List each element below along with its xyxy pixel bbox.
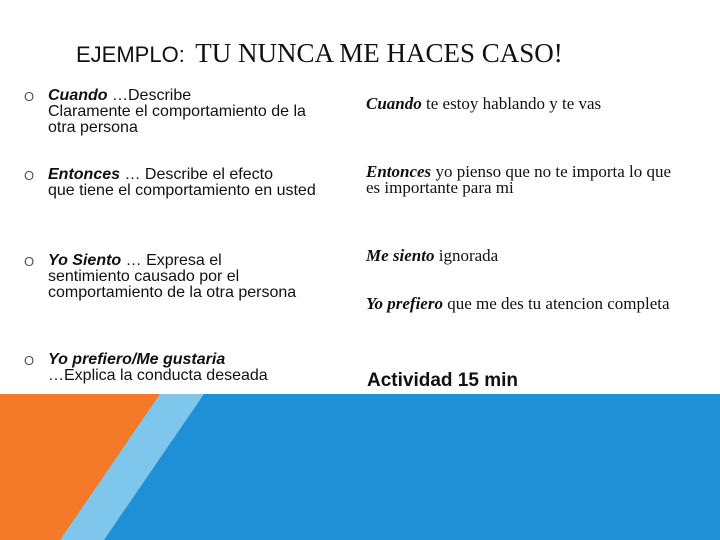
left-item-lead-rest: … Expresa el [121, 252, 222, 269]
right-item-cuando [366, 96, 686, 112]
left-item-keyword: Entonces [48, 166, 121, 183]
left-item-keyword: Yo prefiero/Me gustaria [48, 351, 226, 368]
bullet-marker: O [24, 353, 35, 368]
left-item-continuation: Claramente el comportamiento de la otra persona [48, 103, 306, 136]
footer-blue-band [104, 394, 720, 540]
left-item-continuation: sentimiento causado por el comportamiento de la otra persona [48, 268, 297, 301]
left-item-keyword: Cuando [48, 87, 108, 104]
right-item-text: ignorada [434, 246, 499, 265]
footer-decoration [0, 394, 720, 540]
title-main: TU NUNCA ME HACES CASO! [195, 38, 563, 68]
bullet-marker: O [24, 89, 35, 104]
left-item-lead-rest: …Describe [107, 87, 192, 104]
right-item-keyword: Entonces [366, 162, 432, 181]
bullet-marker: O [24, 168, 35, 183]
left-item-lead [48, 352, 225, 368]
right-item-me-siento [366, 248, 686, 264]
right-item-keyword: Yo prefiero [366, 294, 443, 313]
left-item-lead [48, 88, 191, 104]
bullet-marker: O [24, 254, 35, 269]
right-item-keyword: Cuando [366, 94, 422, 113]
right-item-keyword: Me siento [366, 246, 435, 265]
left-item-lead [48, 253, 222, 269]
right-item-text: yo pienso que no te importa lo que es importante para mi [366, 162, 672, 197]
right-item-entonces [366, 164, 686, 196]
title-prefix: EJEMPLO: [76, 42, 185, 67]
right-item-text: te estoy hablando y te vas [421, 94, 602, 113]
right-item-yo-prefiero [366, 296, 686, 312]
left-item-lead [48, 167, 273, 183]
left-item-continuation: que tiene el comportamiento en usted [48, 182, 316, 199]
left-item-lead-rest: … Describe el efecto [120, 166, 273, 183]
slide-title [76, 38, 563, 69]
left-item-continuation: …Explica la conducta deseada [48, 367, 268, 384]
activity-label: Actividad 15 min [367, 370, 518, 391]
left-item-keyword: Yo Siento [48, 252, 122, 269]
right-item-text: que me des tu atencion completa [442, 294, 670, 313]
